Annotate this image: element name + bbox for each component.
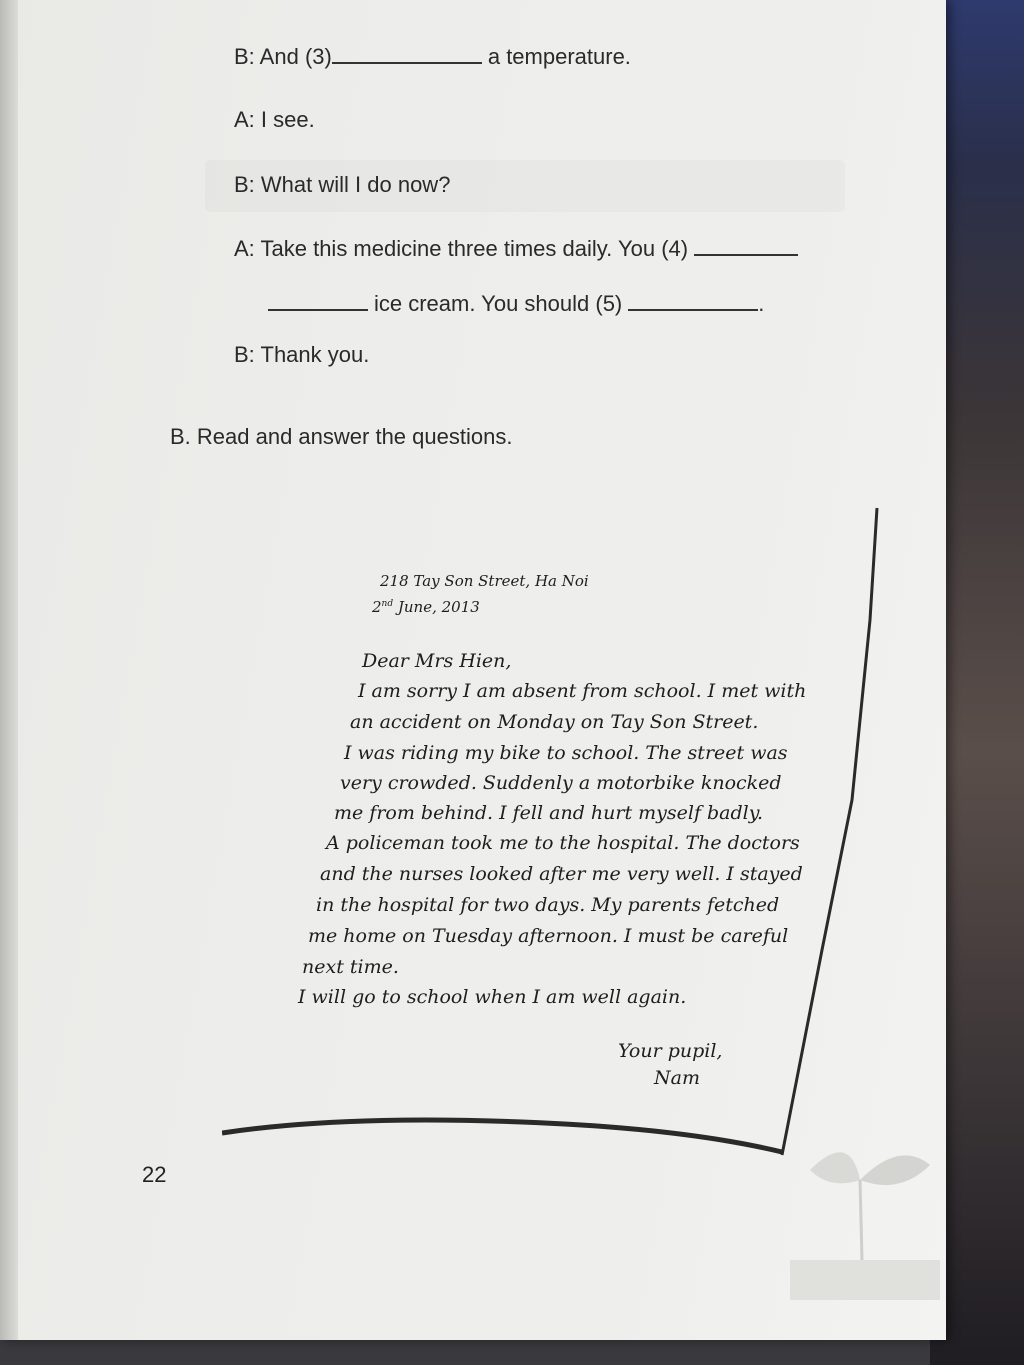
date-day: 2: [372, 598, 382, 616]
letter-line: A policeman took me to the hospital. The doctors: [326, 832, 800, 854]
dialogue-line-b3: [234, 44, 631, 70]
dialogue-line-b-thanks: [234, 342, 369, 368]
dialogue-line-b: [234, 172, 450, 198]
letter-line: I was riding my bike to school. The street was: [344, 742, 788, 764]
dialogue-line-a: [234, 107, 315, 133]
dialogue-text: A: I see.: [234, 107, 315, 132]
letter-signature: Nam: [654, 1067, 700, 1089]
date-rest: June, 2013: [393, 598, 480, 616]
leaf-illustration: [790, 1110, 940, 1300]
page-spine: [0, 0, 18, 1340]
letter-address: 218 Tay Son Street, Ha Noi: [380, 572, 589, 590]
date-suffix: nd: [381, 599, 394, 609]
letter-line: I am sorry I am absent from school. I met with: [358, 680, 807, 702]
dialogue-line-a4: [234, 236, 804, 262]
answer-blank-5[interactable]: [628, 295, 758, 311]
letter-line: me from behind. I fell and hurt myself badly.: [334, 802, 763, 824]
dialogue-line-a5: [268, 291, 764, 317]
page-number: 22: [142, 1162, 167, 1187]
answer-blank-4b[interactable]: [268, 295, 368, 311]
letter-line: an accident on Monday on Tay Son Street.: [350, 711, 759, 733]
dialogue-text: ice cream. You should (5): [374, 291, 623, 316]
dialogue-text: B: What will I do now?: [234, 172, 451, 197]
dialogue-text: a temperature.: [487, 44, 631, 69]
letter-greeting: Dear Mrs Hien,: [362, 650, 512, 672]
letter-line: me home on Tuesday afternoon. I must be careful: [308, 925, 789, 947]
letter-paper: [222, 500, 882, 1160]
letter-line: I will go to school when I am well again.: [298, 986, 687, 1008]
letter-paper-outline: [222, 500, 882, 1160]
letter-line: and the nurses looked after me very well. I stayed: [320, 863, 803, 885]
dialogue-text: .: [758, 291, 765, 316]
dialogue-text: B: And (3): [234, 44, 332, 69]
answer-blank-4a[interactable]: [694, 240, 798, 256]
letter-closing: Your pupil,: [618, 1040, 723, 1062]
letter-line: next time.: [302, 956, 399, 978]
dialogue-text: A: Take this medicine three times daily. You (4): [234, 236, 689, 261]
dialogue-text: B: Thank you.: [234, 342, 370, 367]
section-b-heading: B. Read and answer the questions.: [170, 424, 513, 449]
letter-date: [372, 598, 480, 616]
letter-line: very crowded. Suddenly a motorbike knocked: [340, 772, 782, 794]
answer-blank-3[interactable]: [332, 48, 482, 64]
letter-line: in the hospital for two days. My parents fetched: [316, 894, 780, 916]
